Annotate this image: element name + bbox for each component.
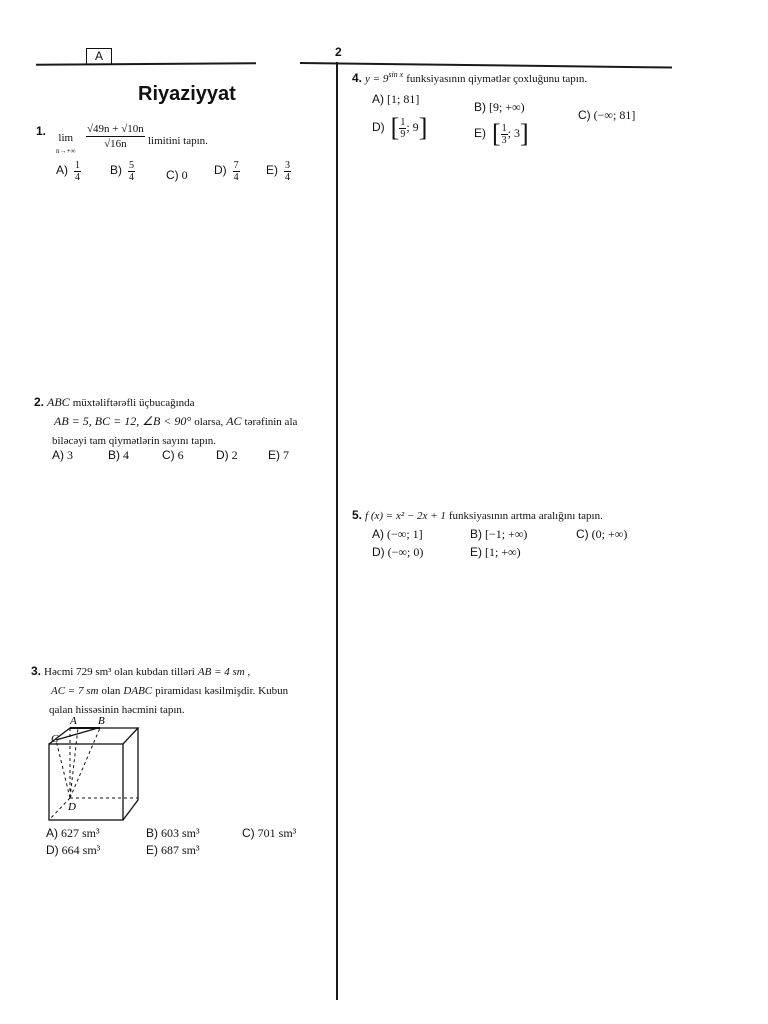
- option-denominator: 4: [75, 172, 80, 183]
- option-label: C): [576, 527, 589, 541]
- option-label: A): [372, 527, 384, 541]
- option-label: B): [470, 527, 482, 541]
- variant-box: A: [86, 48, 112, 65]
- question-text: funksiyasının qiymətlər çoxluğunu tapın.: [406, 73, 588, 85]
- option-b[interactable]: [110, 160, 135, 183]
- option-denominator: 4: [129, 172, 134, 183]
- option-label: C): [578, 108, 591, 122]
- option-label: D): [46, 843, 59, 857]
- q3-options: [46, 826, 316, 860]
- option-value: 7: [283, 448, 289, 462]
- question-text-line1: müxtəliftərəfli üçbucağında: [72, 397, 195, 409]
- given-values: AB = 5, BC = 12, ∠B < 90°: [54, 414, 192, 428]
- option-label: C): [162, 448, 175, 462]
- option-tail: ; 9: [406, 119, 419, 134]
- option-value: 627 sm³: [61, 826, 100, 840]
- option-label: E): [470, 545, 482, 559]
- lim-subscript: n→+∞: [56, 147, 76, 155]
- option-label: D): [214, 163, 227, 178]
- option-a[interactable]: [372, 92, 419, 107]
- question-text-line2a: olarsa,: [194, 416, 224, 428]
- q1-options: [56, 160, 326, 194]
- option-denominator: 9: [400, 128, 406, 140]
- option-c[interactable]: [576, 527, 627, 542]
- q2-options: [52, 448, 322, 464]
- question-text-line3: biləcəyi tam qiymətlərin sayını tapın.: [52, 435, 217, 447]
- option-label: E): [268, 448, 280, 462]
- vertex-a: A: [70, 715, 77, 727]
- option-numerator: 7: [233, 160, 239, 171]
- option-value: [1; +∞): [485, 545, 521, 559]
- column-divider: [336, 62, 338, 1000]
- option-a[interactable]: [56, 160, 81, 183]
- option-c[interactable]: [578, 108, 635, 123]
- side-name: AC: [226, 414, 242, 428]
- option-d[interactable]: [216, 448, 238, 463]
- option-label: E): [474, 125, 486, 140]
- option-c[interactable]: [242, 826, 296, 841]
- option-numerator: 1: [501, 122, 507, 134]
- option-b[interactable]: [474, 100, 525, 115]
- option-a[interactable]: [52, 448, 73, 463]
- option-value: [9; +∞): [489, 100, 525, 114]
- q4-options: [372, 90, 672, 160]
- option-label: B): [108, 448, 120, 462]
- option-label: D): [372, 545, 385, 559]
- limit-numerator: √49n + √10n: [87, 123, 144, 135]
- triangle-name: ABC: [47, 395, 70, 409]
- edge-dc: [56, 740, 70, 798]
- question-number: 5.: [352, 508, 363, 522]
- option-e[interactable]: E) [ $\frac{1}{3}$ ; 3]: [474, 119, 529, 148]
- cube-top-face: [49, 728, 138, 744]
- edge-ac: AC = 7 sm: [51, 685, 99, 697]
- hidden-edge-diagonal: [49, 798, 70, 820]
- option-value: 6: [177, 448, 184, 462]
- vertex-b: B: [98, 715, 105, 727]
- question-5: [352, 506, 672, 525]
- option-label: C): [166, 168, 179, 182]
- question-text-line2a: olan: [101, 685, 121, 697]
- question-text-line2b: tərəfinin ala: [244, 416, 298, 428]
- option-b[interactable]: [108, 448, 129, 463]
- question-4: [352, 66, 672, 88]
- option-value: [−1; +∞): [485, 527, 528, 541]
- option-a[interactable]: [46, 826, 100, 841]
- option-d[interactable]: [372, 545, 423, 560]
- option-value: 664 sm³: [61, 843, 101, 857]
- question-text: limitini tapın.: [148, 135, 208, 147]
- option-tail: ; 3: [507, 125, 521, 140]
- option-label: D): [216, 448, 229, 462]
- option-value: (−∞; 0): [387, 545, 424, 559]
- question-3: [31, 662, 326, 719]
- option-value: (0; +∞): [591, 527, 628, 541]
- option-value: 4: [123, 448, 129, 462]
- option-denominator: 4: [285, 172, 290, 183]
- option-label: B): [110, 163, 122, 178]
- question-text-line3: qalan hissəsinin həcmini tapın.: [49, 704, 185, 716]
- option-label: A): [56, 163, 68, 178]
- option-value: 701 sm³: [257, 826, 297, 840]
- option-label: E): [146, 843, 158, 857]
- option-denominator: 4: [233, 172, 239, 183]
- option-numerator: 3: [285, 160, 290, 171]
- limit-fraction: [86, 122, 145, 151]
- option-label: B): [146, 826, 158, 840]
- option-label: D): [372, 119, 385, 134]
- question-1: [36, 122, 326, 155]
- option-d[interactable]: D) [ $\frac{1}{9}$ ; 9]: [372, 113, 428, 142]
- subject-title: Riyaziyyat: [138, 83, 236, 105]
- option-label: C): [242, 826, 255, 840]
- edge-db: [70, 728, 100, 798]
- vertex-d: D: [68, 801, 76, 813]
- option-numerator: 1: [400, 116, 406, 128]
- cube-figure: [40, 714, 150, 826]
- option-value: 0: [181, 168, 188, 182]
- question-text: funksiyasının artma aralığını tapın.: [448, 510, 603, 522]
- option-value: 687 sm³: [161, 843, 200, 857]
- option-denominator: 3: [501, 134, 507, 146]
- question-2: [34, 393, 324, 450]
- page-number: 2: [335, 45, 342, 59]
- option-value: 2: [231, 448, 238, 462]
- q5-options: [372, 527, 672, 563]
- option-c[interactable]: [166, 168, 188, 183]
- option-value: (−∞; 1]: [387, 527, 423, 541]
- option-label: E): [266, 163, 278, 178]
- option-value: 603 sm³: [161, 826, 200, 840]
- option-b[interactable]: [470, 527, 527, 542]
- option-label: A): [52, 448, 64, 462]
- lim-label: lim: [58, 132, 74, 144]
- option-label: B): [474, 100, 486, 114]
- question-number: 1.: [36, 124, 47, 138]
- header-rule-left: [36, 62, 256, 66]
- option-a[interactable]: [372, 527, 423, 542]
- vertex-c: C: [51, 733, 59, 745]
- option-e[interactable]: [268, 448, 289, 463]
- option-numerator: 5: [129, 160, 134, 171]
- function-exponent: sin x: [388, 70, 404, 79]
- option-c[interactable]: [162, 448, 184, 463]
- option-e[interactable]: [470, 545, 521, 560]
- limit-denominator: √16n: [104, 138, 127, 150]
- option-d[interactable]: [214, 160, 240, 183]
- option-value: (−∞; 81]: [593, 108, 636, 122]
- function-expression: y = 9: [365, 73, 389, 85]
- option-value: 3: [67, 448, 73, 462]
- option-label: A): [372, 92, 384, 106]
- question-text-line2b: piramidası kəsilmişdir. Kubun: [155, 685, 289, 697]
- question-number: 4.: [352, 71, 363, 85]
- option-e[interactable]: [146, 843, 200, 858]
- edge-ab: AB = 4 sm ,: [197, 666, 251, 678]
- question-number: 3.: [31, 664, 42, 678]
- option-label: A): [46, 826, 58, 840]
- option-value: [1; 81]: [387, 92, 420, 106]
- pyramid-name: DABC: [123, 685, 153, 697]
- edge-da: [70, 728, 78, 798]
- function-expression: f (x) = x² − 2x + 1: [365, 510, 446, 522]
- option-d[interactable]: [46, 843, 100, 858]
- limit-operator: [56, 132, 75, 156]
- option-b[interactable]: [146, 826, 200, 841]
- question-text-line1: Həcmi 729 sm³ olan kubdan tilləri: [44, 666, 195, 678]
- question-number: 2.: [34, 395, 45, 409]
- option-numerator: 1: [75, 160, 80, 171]
- option-e[interactable]: [266, 160, 291, 183]
